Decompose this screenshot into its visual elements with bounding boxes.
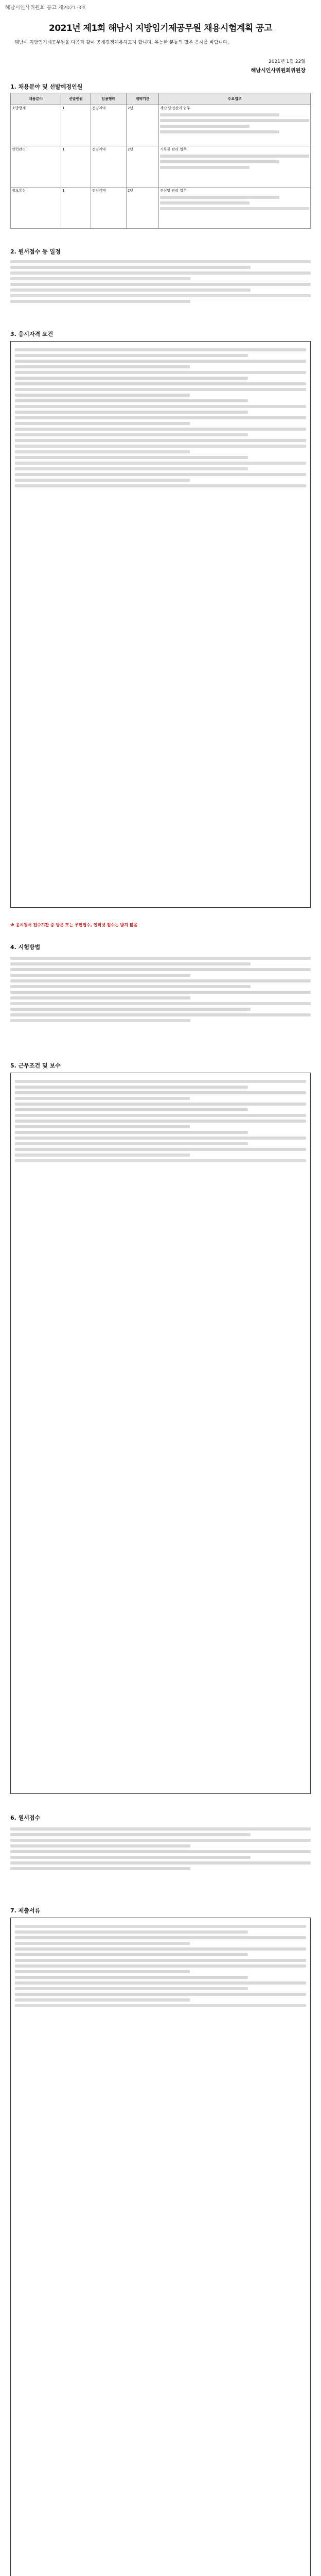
header-period: 계약기간 [126,93,158,105]
cell-field: 정보통신 [11,188,61,229]
table-header-row [11,93,311,105]
notice-date: 2021년 1월 22일 [269,59,306,64]
intro-text: 해남시 지방임기제공무원을 다음과 같이 공개경쟁채용하고자 합니다. 유능한 분들의 많은 응시를 바랍니다. [14,40,229,45]
cell-count: 1 [61,188,91,229]
header-count: 선발인원 [61,93,91,105]
cell-field: 소방방재 [11,105,61,146]
section-title-6: 6. 원서접수 [10,1815,41,1821]
cell-type: 전임계약 [91,146,126,188]
section-title-3: 3. 응시자격 요건 [10,331,53,337]
cell-duty: 재난·안전관리 업무 [159,105,311,146]
section-title-5: 5. 근무조건 및 보수 [10,1062,61,1069]
cell-type: 전임계약 [91,105,126,146]
table-row [11,188,311,229]
section-title-1: 1. 채용분야 및 선발예정인원 [10,83,83,90]
section-2-body [10,258,311,306]
issuing-organization: 해남시인사위원회위원장 [251,68,306,74]
documents-box [10,1918,311,2576]
cell-duty: 기록물 관리 업무 [159,146,311,188]
cell-period: 2년 [126,146,158,188]
cell-period: 2년 [126,188,158,229]
notice-box: ※ 응시원서 접수기간 중 방문 또는 우편접수, 인터넷 접수는 받지 않음 [10,923,138,927]
recruitment-table [10,93,311,229]
section-title-2: 2. 원서접수 등 일정 [10,248,61,255]
cell-field: 인력관리 [11,146,61,188]
eligibility-box [10,341,311,908]
section-4-body [10,954,311,1025]
document-number: 해남시인사위원회 공고 제2021-3호 [5,5,86,11]
section-title-7: 7. 제출서류 [10,1907,41,1914]
header-field: 채용분야 [11,93,61,105]
table-row [11,146,311,188]
header-duty: 주요업무 [159,93,311,105]
section-6-body [10,1825,311,1873]
cell-period: 2년 [126,105,158,146]
cell-count: 1 [61,105,91,146]
cell-duty: 전산망 관리 업무 [159,188,311,229]
recruitment-table-1 [10,93,311,229]
cell-count: 1 [61,146,91,188]
cell-type: 전임계약 [91,188,126,229]
conditions-box [10,1073,311,1794]
page-title: 2021년 제1회 해남시 지방임기제공무원 채용시험계획 공고 [48,23,273,33]
table-row [11,105,311,146]
section-title-4: 4. 시험방법 [10,944,41,951]
header-type: 임용형태 [91,93,126,105]
